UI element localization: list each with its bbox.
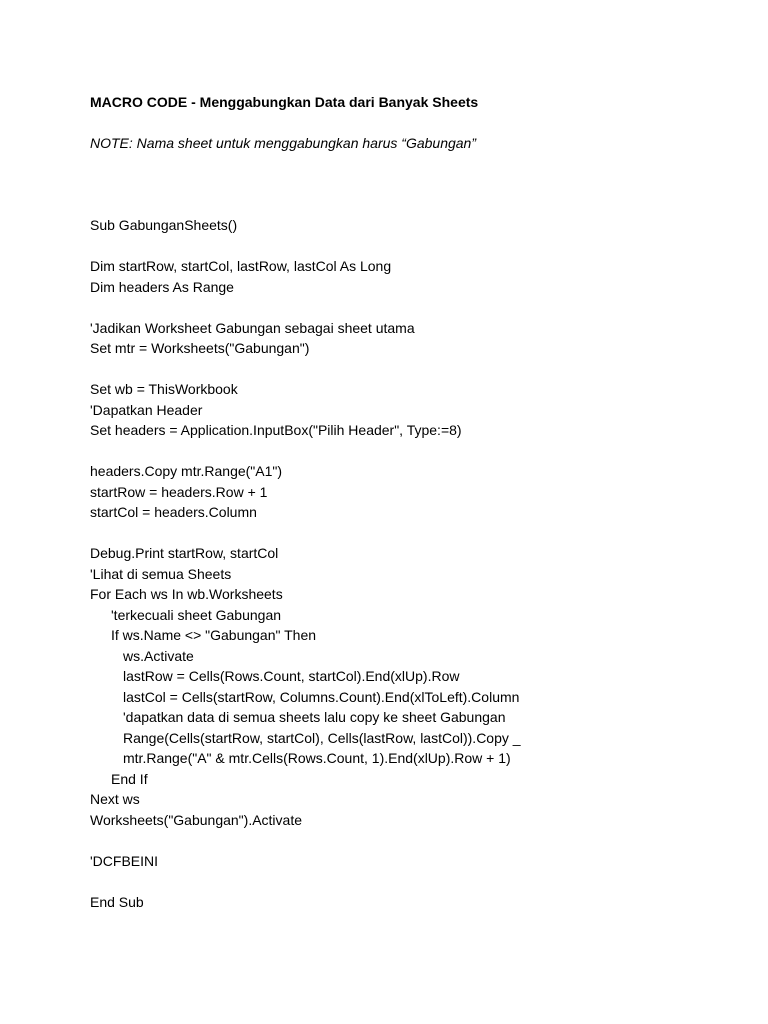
code-line: Dim startRow, startCol, lastRow, lastCol As Long bbox=[90, 258, 392, 274]
code-line: lastCol = Cells(startRow, Columns.Count).End(xlToLeft).Column bbox=[123, 688, 520, 705]
code-line: 'Jadikan Worksheet Gabungan sebagai sheet utama bbox=[90, 319, 415, 336]
code-line: Set headers = Application.InputBox("Pilih Header", Type:=8) bbox=[90, 422, 462, 438]
code-block bbox=[90, 215, 730, 912]
code-line: End If bbox=[111, 770, 148, 787]
code-line: Dim headers As Range bbox=[90, 278, 234, 295]
code-line: Sub GabunganSheets() bbox=[90, 217, 238, 233]
code-line bbox=[90, 830, 730, 851]
code-line: mtr.Range("A" & mtr.Cells(Rows.Count, 1).End(xlUp).Row + 1) bbox=[123, 750, 511, 766]
code-line: lastRow = Cells(Rows.Count, startCol).End(xlUp).Row bbox=[123, 668, 460, 684]
code-line: startCol = headers.Column bbox=[90, 504, 257, 520]
code-line: 'DCFBEINI bbox=[90, 852, 159, 869]
code-line bbox=[90, 236, 730, 257]
code-line: ws.Activate bbox=[123, 647, 194, 664]
code-line: Next ws bbox=[90, 791, 140, 807]
code-line: Worksheets("Gabungan").Activate bbox=[90, 811, 303, 828]
code-line: If ws.Name <> "Gabungan" Then bbox=[111, 627, 317, 643]
code-line bbox=[90, 441, 730, 462]
code-line bbox=[90, 359, 730, 380]
code-line: End Sub bbox=[90, 893, 144, 910]
code-line bbox=[90, 871, 730, 892]
code-line: 'Dapatkan Header bbox=[90, 401, 203, 418]
code-line: Debug.Print startRow, startCol bbox=[90, 545, 279, 561]
code-line: 'Lihat di semua Sheets bbox=[90, 565, 232, 582]
document-title: MACRO CODE - Menggabungkan Data dari Banyak Sheets bbox=[90, 94, 479, 110]
code-line: 'terkecuali sheet Gabungan bbox=[111, 606, 282, 623]
document-note: NOTE: Nama sheet untuk menggabungkan harus “Gabungan” bbox=[90, 135, 477, 151]
code-line: Range(Cells(startRow, startCol), Cells(lastRow, lastCol)).Copy _ bbox=[123, 729, 521, 746]
code-line: Set wb = ThisWorkbook bbox=[90, 381, 238, 397]
code-line: startRow = headers.Row + 1 bbox=[90, 483, 268, 500]
code-line: 'dapatkan data di semua sheets lalu copy ke sheet Gabungan bbox=[123, 709, 506, 725]
code-line: headers.Copy mtr.Range("A1") bbox=[90, 463, 283, 479]
code-line bbox=[90, 297, 730, 318]
code-line: Set mtr = Worksheets("Gabungan") bbox=[90, 340, 310, 356]
code-line: For Each ws In wb.Worksheets bbox=[90, 586, 283, 602]
code-line bbox=[90, 523, 730, 544]
